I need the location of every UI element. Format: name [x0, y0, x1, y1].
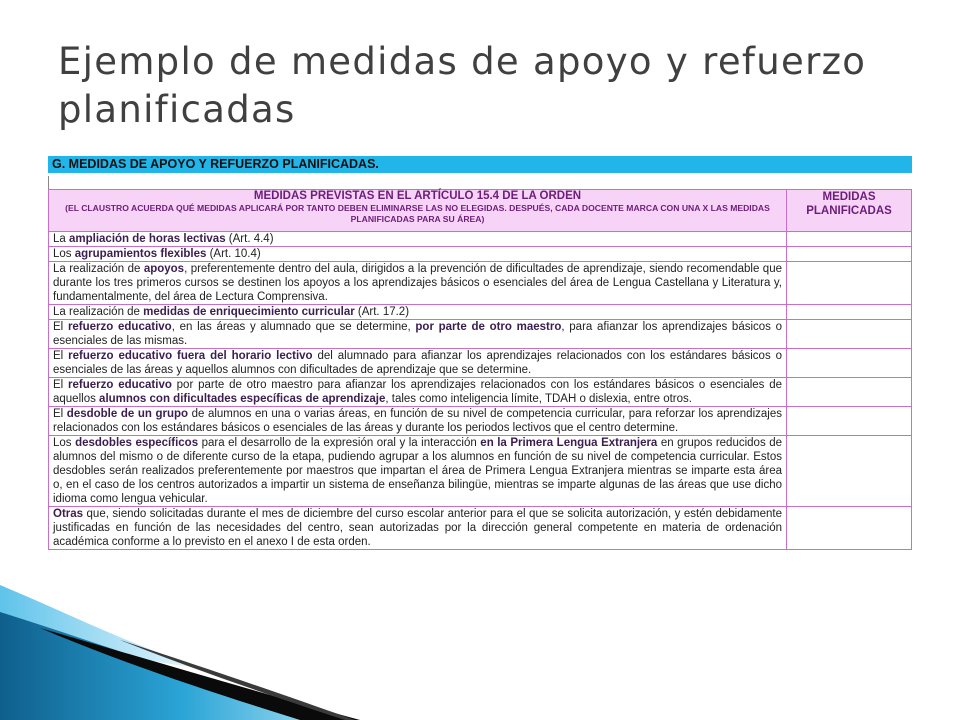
table-row	[49, 507, 912, 550]
measure-text: El	[53, 350, 69, 362]
measure-keyword: apoyos	[143, 263, 185, 275]
planned-mark-cell[interactable]	[787, 262, 912, 305]
measure-keyword: por parte de otro maestro	[415, 321, 562, 333]
measures-table	[48, 189, 912, 550]
measure-text: del alumnado para afianzar los aprendizajes relacionados con los estándares básicos o esenciales de las áreas y aquellos alumnos con dificultades de aprendizaje que se determine.	[53, 350, 783, 376]
measure-description	[49, 320, 787, 349]
measure-keyword: refuerzo educativo	[67, 321, 172, 333]
measure-text: La	[53, 233, 69, 245]
measure-text: El	[53, 379, 69, 391]
table-row	[49, 305, 912, 320]
table-row	[49, 320, 912, 349]
measure-keyword: desdobles específicos	[75, 437, 199, 449]
measure-description	[49, 232, 787, 247]
document-left-rule	[48, 176, 49, 189]
header-main-title: MEDIDAS PREVISTAS EN EL ARTÍCULO 15.4 DE LA ORDEN	[253, 190, 582, 202]
measure-keyword: desdoble de un grupo	[66, 408, 189, 420]
measure-text: El	[53, 408, 67, 420]
measure-keyword: refuerzo educativo fuera del horario lectivo	[68, 350, 313, 362]
measure-text: (Art. 17.2)	[354, 306, 410, 318]
planned-mark-cell[interactable]	[787, 349, 912, 378]
measure-description	[49, 349, 787, 378]
measure-text: Los	[53, 248, 75, 260]
measure-text: El	[53, 321, 68, 333]
table-row	[49, 407, 912, 436]
measure-description	[49, 507, 787, 550]
measure-text: (Art. 10.4)	[206, 248, 261, 260]
measure-text: de alumnos en una o varias áreas, en función de su nivel de competencia curricular, para reforzar los aprendizajes relacionados con los estándares básicos o esenciales de las áreas y durante los periodos lectivos que el centro determine.	[53, 408, 782, 434]
measure-keyword: en la Primera Lengua Extranjera	[480, 437, 658, 449]
header-measures-planned: MEDIDAS PLANIFICADAS	[787, 190, 912, 232]
measure-text: La realización de	[53, 306, 144, 318]
measure-description	[49, 378, 787, 407]
measure-keyword: Otras	[53, 508, 84, 520]
measure-description	[49, 262, 787, 305]
measure-text: , en las áreas y alumnado que se determine,	[171, 321, 416, 333]
table-row	[49, 436, 912, 507]
measure-text: La realización de	[53, 263, 144, 275]
planned-mark-cell[interactable]	[787, 378, 912, 407]
planned-mark-cell[interactable]	[787, 247, 912, 262]
measure-keyword: alumnos con dificultades específicas de aprendizaje	[99, 393, 386, 405]
planned-mark-cell[interactable]	[787, 507, 912, 550]
measure-text: , para afianzar los aprendizajes básicos o esenciales de las mismas.	[53, 321, 783, 347]
measure-description	[49, 436, 787, 507]
measure-text: en grupos reducidos de alumnos del mismo o de diferente curso de la etapa, pudiendo agrupar a los alumnos en función de su nivel de competencia curricular. Estos desdobles serán realizados preferentemente por maestros que impartan el área de Primera Lengua Extranjera mientras se imparte esta área o, en el caso de los centros autorizados a impartir un sistema de enseñanza bilingüe, mientras se imparte algunas de las áreas que use dicho idioma como lengua vehicular.	[53, 437, 782, 505]
table-header-row	[49, 190, 912, 232]
planned-mark-cell[interactable]	[787, 232, 912, 247]
planned-mark-cell[interactable]	[787, 407, 912, 436]
section-heading: G. MEDIDAS DE APOYO Y REFUERZO PLANIFICADAS.	[52, 157, 379, 171]
measure-text: , tales como inteligencia límite, TDAH o dislexia, entre otros.	[385, 393, 692, 405]
embedded-document	[48, 156, 912, 632]
measure-keyword: ampliación de horas lectivas	[69, 233, 226, 245]
section-heading-bar	[48, 156, 912, 173]
measure-keyword: medidas de enriquecimiento curricular	[143, 306, 355, 318]
measure-text: , preferentemente dentro del aula, dirigidos a la prevención de dificultades de aprendizaje, siendo recomendable que durante los tres primeros cursos se destinen los apoyos a los aprendizajes básicos o esenciales del área de Lengua Castellana y Literatura y, fundamentalmente, del área de Lectura Comprensiva.	[53, 263, 782, 303]
measure-text: por parte de otro maestro para afianzar los aprendizajes relacionados con los estándares básicos o esenciales de aquellos	[53, 379, 783, 405]
measure-text: que, siendo solicitadas durante el mes de diciembre del curso escolar anterior para el que se solicita autorización, y estén debidamente justificadas en función de las necesidades del centro, sean autorizadas por la dirección general competente en materia de ordenación académica conforme a lo previsto en el anexo I de esta orden.	[53, 508, 782, 548]
table-row	[49, 349, 912, 378]
measure-keyword: refuerzo educativo	[68, 379, 172, 391]
measure-text: (Art. 4.4)	[225, 233, 274, 245]
measure-description	[49, 247, 787, 262]
measure-text: Los	[53, 437, 76, 449]
planned-mark-cell[interactable]	[787, 320, 912, 349]
measures-table-body	[49, 232, 912, 550]
table-row	[49, 378, 912, 407]
measure-text: para el desarrollo de la expresión oral y la interacción	[198, 437, 481, 449]
measure-description	[49, 305, 787, 320]
planned-mark-cell[interactable]	[787, 436, 912, 507]
header-measures-foreseen	[49, 190, 787, 232]
table-row	[49, 247, 912, 262]
header-main-note: (EL CLAUSTRO ACUERDA QUÉ MEDIDAS APLICARÁ POR TANTO DEBEN ELIMINARSE LAS NO ELEGIDAS. DESPUÉS, CADA DOCENTE MARCA CON UNA X LAS MEDIDAS PLANIFICADAS PARA SU ÁREA)	[65, 203, 770, 224]
slide-title: Ejemplo de medidas de apoyo y refuerzo planificadas	[58, 40, 867, 131]
table-row	[49, 232, 912, 247]
measure-description	[49, 407, 787, 436]
planned-mark-cell[interactable]	[787, 305, 912, 320]
measure-keyword: agrupamientos flexibles	[74, 248, 207, 260]
table-row	[49, 262, 912, 305]
